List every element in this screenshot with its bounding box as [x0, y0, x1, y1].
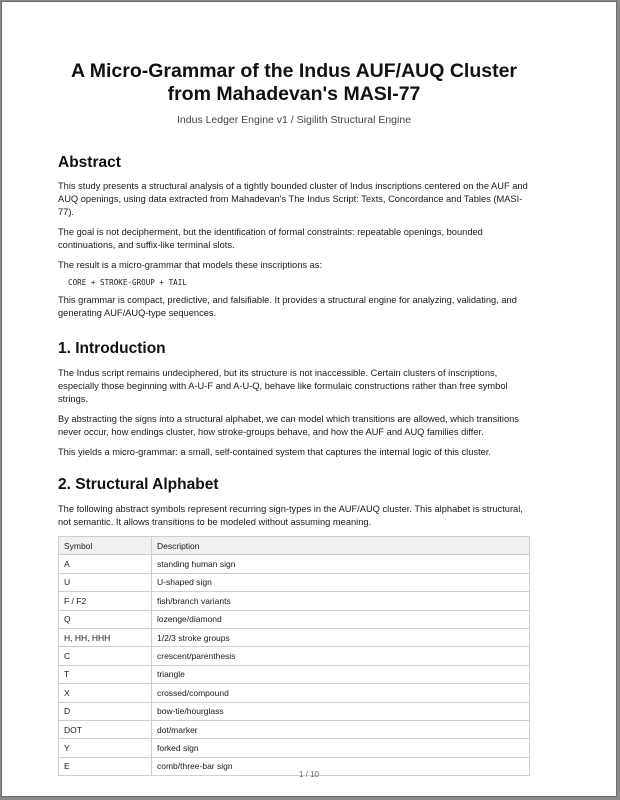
introduction-paragraph-2: By abstracting the signs into a structural alphabet, we can model which transitions are allowed, which transitions never occur, how endings cluster, how stroke-groups behave, and how the AUF and AUQ families differ. — [58, 414, 519, 437]
description-cell: U-shaped sign — [152, 573, 530, 591]
introduction-heading: 1. Introduction — [58, 340, 166, 357]
abstract-paragraph-2: The goal is not decipherment, but the identification of formal constraints: repeatable openings, bounded continuations, and suffix-like terminal slots. — [58, 227, 483, 250]
table-row — [59, 739, 530, 757]
description-cell: comb/three-bar sign — [152, 757, 530, 775]
symbol-cell: E — [59, 757, 152, 775]
alphabet-heading: 2. Structural Alphabet — [58, 476, 219, 493]
table-row — [59, 702, 530, 720]
table-row — [59, 647, 530, 665]
symbol-cell: F / F2 — [59, 592, 152, 610]
table-row — [59, 628, 530, 646]
grammar-formula-code: CORE + STROKE-GROUP + TAIL — [68, 278, 187, 287]
description-cell: bow-tie/hourglass — [152, 702, 530, 720]
description-cell: crescent/parenthesis — [152, 647, 530, 665]
description-cell: lozenge/diamond — [152, 610, 530, 628]
table-row — [59, 665, 530, 683]
abstract-paragraph-1: This study presents a structural analysis of a tightly bounded cluster of Indus inscriptions centered on the AUF and AUQ openings, using data extracted from Mahadevan's The Indus Script: Texts, Concordance and Tables (MASI-77). — [58, 181, 528, 217]
table-row — [59, 555, 530, 573]
symbol-cell: C — [59, 647, 152, 665]
symbol-cell: X — [59, 684, 152, 702]
description-cell: 1/2/3 stroke groups — [152, 628, 530, 646]
paper-subtitle: Indus Ledger Engine v1 / Sigilith Structural Engine — [176, 114, 412, 126]
description-cell: triangle — [152, 665, 530, 683]
table-row — [59, 720, 530, 738]
page-content — [58, 60, 530, 776]
introduction-paragraph-3: This yields a micro-grammar: a small, self-contained system that captures the internal logic of this cluster. — [58, 447, 491, 457]
symbol-cell: U — [59, 573, 152, 591]
paper-title-line-1: A Micro-Grammar of the Indus AUF/AUQ Cluster — [70, 60, 517, 82]
paper-title — [58, 60, 530, 106]
document-page — [1, 1, 617, 797]
page-number: 1 / 10 — [298, 770, 319, 779]
table-row — [59, 573, 530, 591]
alphabet-paragraph-1: The following abstract symbols represent recurring sign-types in the AUF/AUQ cluster. This alphabet is structural, not semantic. It allows transitions to be modeled without assuming meaning. — [58, 504, 523, 527]
introduction-paragraph-1: The Indus script remains undeciphered, but its structure is not inaccessible. Certain clusters of inscriptions, especially those beginning with A-U-F and A-U-Q, behave like formulaic constructions rather than free symbol strings. — [58, 368, 508, 404]
description-cell: forked sign — [152, 739, 530, 757]
table-header-row — [59, 537, 530, 555]
symbol-cell: Q — [59, 610, 152, 628]
table-row — [59, 684, 530, 702]
description-cell: crossed/compound — [152, 684, 530, 702]
description-cell: fish/branch variants — [152, 592, 530, 610]
table-row — [59, 610, 530, 628]
column-header-description: Description — [152, 537, 530, 555]
symbol-cell: D — [59, 702, 152, 720]
table-row — [59, 592, 530, 610]
abstract-paragraph-4: This grammar is compact, predictive, and falsifiable. It provides a structural engine for analyzing, validating, and generating AUF/AUQ-type sequences. — [58, 295, 517, 318]
symbol-cell: Y — [59, 739, 152, 757]
paper-title-line-2: from Mahadevan's MASI-77 — [167, 83, 421, 105]
abstract-heading: Abstract — [58, 154, 121, 171]
description-cell: dot/marker — [152, 720, 530, 738]
abstract-paragraph-3: The result is a micro-grammar that models these inscriptions as: — [58, 260, 323, 270]
description-cell: standing human sign — [152, 555, 530, 573]
symbol-cell: T — [59, 665, 152, 683]
structural-alphabet-table — [58, 536, 530, 776]
symbol-cell: A — [59, 555, 152, 573]
symbol-cell: H, HH, HHH — [59, 628, 152, 646]
symbol-cell: DOT — [59, 720, 152, 738]
column-header-symbol: Symbol — [59, 537, 152, 555]
